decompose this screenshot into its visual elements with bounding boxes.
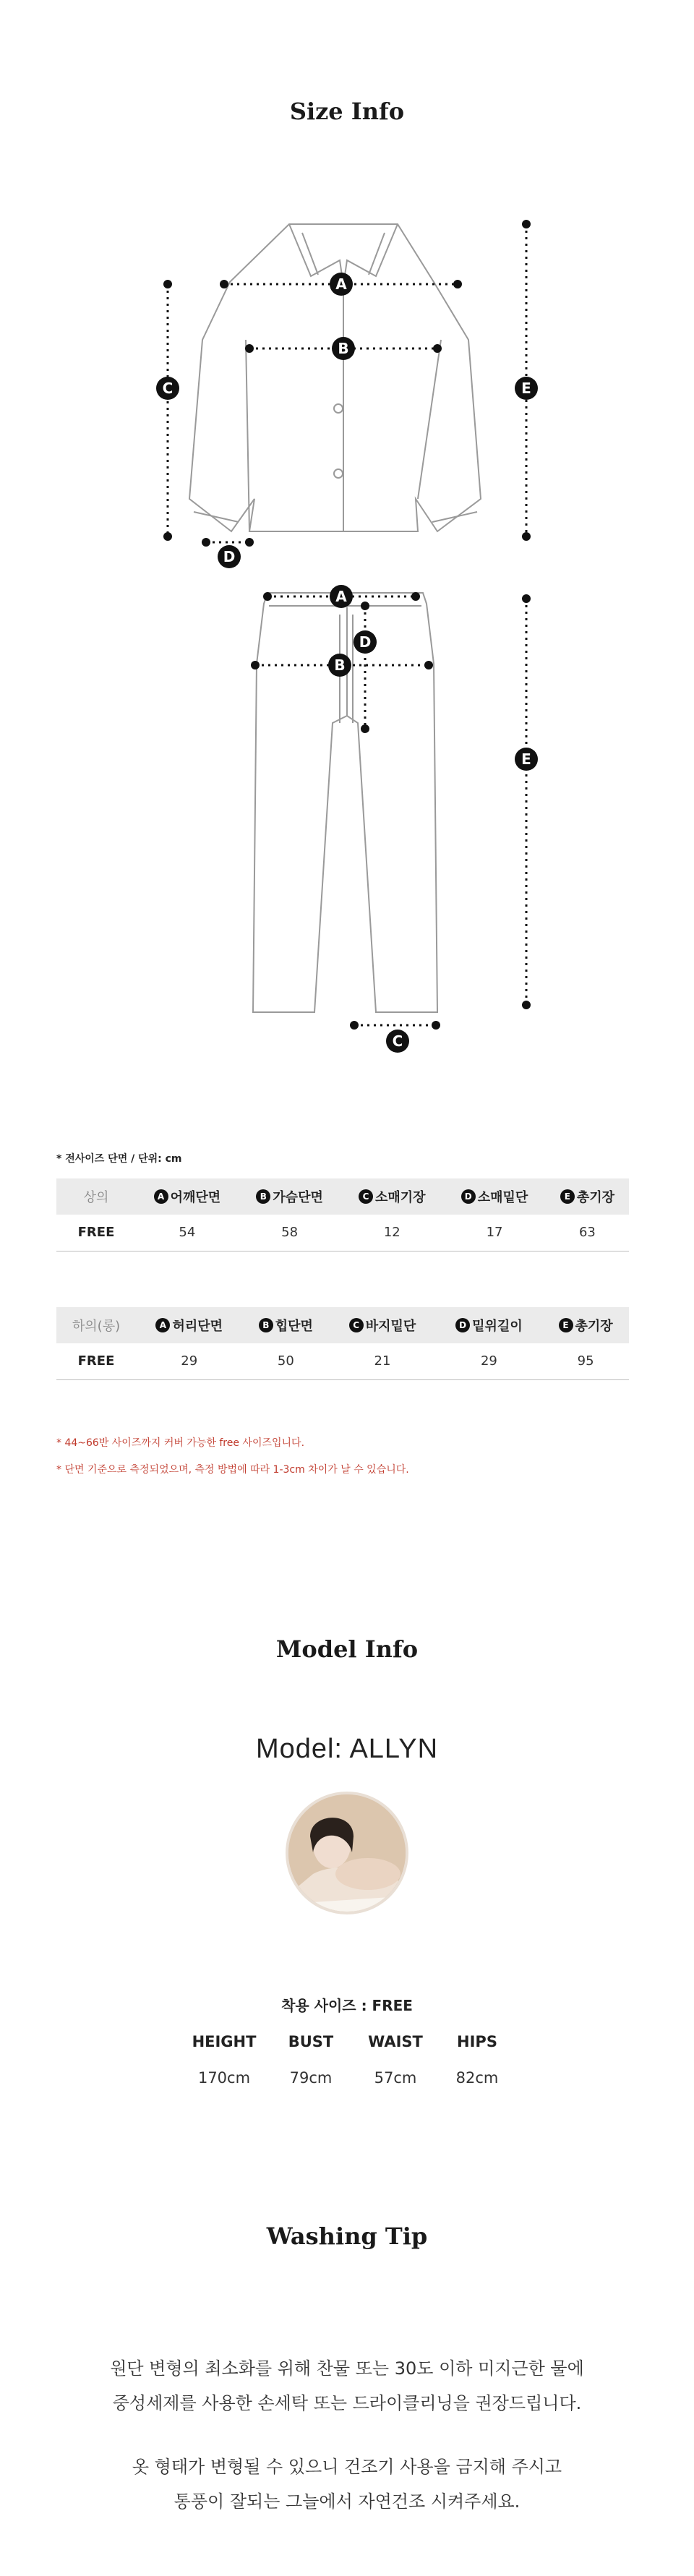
- column-header: [329, 1307, 435, 1343]
- measurement-value: 82cm: [455, 2069, 499, 2087]
- washing-line: 중성세제를 사용한 손세탁 또는 드라이클리닝을 권장드립니다.: [112, 2393, 582, 2413]
- column-label: 소매밑단: [477, 1190, 528, 1205]
- bottom-size-table: [56, 1307, 629, 1380]
- column-header: [436, 1307, 542, 1343]
- column-label: 허리단면: [172, 1319, 223, 1334]
- column-label: 총기장: [575, 1319, 613, 1334]
- washing-line: 통풍이 잘되는 그늘에서 자연건조 시켜주세요.: [174, 2491, 520, 2512]
- shirt-marker-a: [330, 273, 353, 296]
- row-header-top: 상의: [56, 1178, 136, 1215]
- model-info-title: Model Info: [275, 1635, 419, 1663]
- column-label: 가슴단면: [273, 1190, 323, 1205]
- washing-line: 옷 형태가 변형될 수 있으니 건조기 사용을 금지해 주시고: [132, 2457, 562, 2477]
- marker-badge: B: [256, 1189, 270, 1204]
- shirt-marker-b: [332, 337, 355, 360]
- svg-text:C: C: [162, 380, 174, 397]
- model-name: Model: ALLYN: [255, 1734, 439, 1764]
- table-cell: 63: [546, 1215, 629, 1251]
- washing-paragraph-1: [0, 2351, 694, 2421]
- svg-text:E: E: [521, 380, 531, 397]
- washing-paragraph-2: [0, 2449, 694, 2519]
- shirt-marker-d: [218, 545, 241, 568]
- svg-text:A: A: [335, 275, 347, 293]
- svg-text:A: A: [335, 588, 347, 605]
- measurement-label: HEIGHT: [192, 2033, 257, 2050]
- shirt-marker-c: [156, 377, 179, 400]
- measurement-height: [181, 2033, 267, 2087]
- column-header: [443, 1178, 546, 1215]
- table-header-row: [56, 1307, 629, 1343]
- table-cell: 29: [436, 1343, 542, 1379]
- marker-badge: D: [461, 1189, 476, 1204]
- svg-text:B: B: [334, 656, 346, 674]
- pants-marker-e: [515, 748, 538, 771]
- table-cell: 12: [340, 1215, 443, 1251]
- pants-marker-a: [330, 585, 353, 608]
- washing-tip-title: Washing Tip: [266, 2222, 428, 2250]
- marker-badge: C: [349, 1318, 364, 1332]
- table-cell: 21: [329, 1343, 435, 1379]
- column-label: 총기장: [576, 1190, 615, 1205]
- measurement-value: 170cm: [197, 2069, 251, 2087]
- marker-badge: C: [359, 1189, 373, 1204]
- row-header-bottom: 하의(롱): [56, 1307, 136, 1343]
- column-label: 힙단면: [275, 1319, 313, 1334]
- marker-badge: D: [455, 1318, 470, 1332]
- measurement-hips: [434, 2033, 520, 2087]
- column-header: [239, 1178, 341, 1215]
- measurement-label: BUST: [288, 2033, 334, 2050]
- column-header: [136, 1178, 239, 1215]
- size-diagram: [0, 0, 694, 1099]
- measurement-value: 79cm: [289, 2069, 333, 2087]
- column-label: 어깨단면: [170, 1190, 221, 1205]
- marker-badge: E: [559, 1318, 573, 1332]
- column-header: [340, 1178, 443, 1215]
- table-cell: 50: [242, 1343, 329, 1379]
- unit-note: * 전사이즈 단면 / 단위: cm: [56, 1153, 182, 1165]
- shirt-outline: [189, 224, 481, 531]
- svg-text:D: D: [223, 548, 236, 565]
- marker-badge: A: [155, 1318, 170, 1332]
- size-label: FREE: [56, 1343, 136, 1379]
- fit-size: 착용 사이즈 : FREE: [281, 1997, 413, 2014]
- measurement-waist: [352, 2033, 439, 2087]
- pants-marker-b: [328, 654, 351, 677]
- pants-marker-c: [386, 1030, 409, 1053]
- svg-text:C: C: [392, 1032, 403, 1050]
- model-photo: [286, 1792, 408, 1914]
- measurement-bust: [267, 2033, 354, 2087]
- table-cell: 54: [136, 1215, 239, 1251]
- table-cell: 58: [239, 1215, 341, 1251]
- pants-marker-d: [354, 630, 377, 654]
- table-cell: 17: [443, 1215, 546, 1251]
- table-row: [56, 1343, 629, 1379]
- column-header: [546, 1178, 629, 1215]
- size-info-title: Size Info: [289, 98, 405, 125]
- shirt-marker-e: [515, 377, 538, 400]
- marker-badge: B: [259, 1318, 273, 1332]
- column-header: [242, 1307, 329, 1343]
- measurement-label: WAIST: [368, 2033, 423, 2050]
- column-header: [136, 1307, 242, 1343]
- washing-line: 원단 변형의 최소화를 위해 찬물 또는 30도 이하 미지근한 물에: [110, 2358, 584, 2379]
- top-size-table: [56, 1178, 629, 1251]
- marker-badge: E: [560, 1189, 575, 1204]
- column-label: 소매기장: [375, 1190, 426, 1205]
- measurement-value: 57cm: [374, 2069, 417, 2087]
- measurement-label: HIPS: [457, 2033, 497, 2050]
- svg-text:E: E: [521, 750, 531, 768]
- table-cell: 29: [136, 1343, 242, 1379]
- svg-text:B: B: [338, 340, 349, 357]
- table-header-row: [56, 1178, 629, 1215]
- table-cell: 95: [542, 1343, 629, 1379]
- marker-badge: A: [154, 1189, 168, 1204]
- column-label: 바지밑단: [365, 1319, 416, 1334]
- free-size-note: * 44~66반 사이즈까지 커버 가능한 free 사이즈입니다.: [56, 1437, 305, 1449]
- column-header: [542, 1307, 629, 1343]
- measurement-note: * 단면 기준으로 측정되었으며, 측정 방법에 따라 1-3cm 차이가 날 수 있습니다.: [56, 1464, 409, 1476]
- svg-text:D: D: [359, 633, 372, 651]
- size-label: FREE: [56, 1215, 136, 1251]
- column-label: 밑위길이: [472, 1319, 523, 1334]
- table-row: [56, 1215, 629, 1251]
